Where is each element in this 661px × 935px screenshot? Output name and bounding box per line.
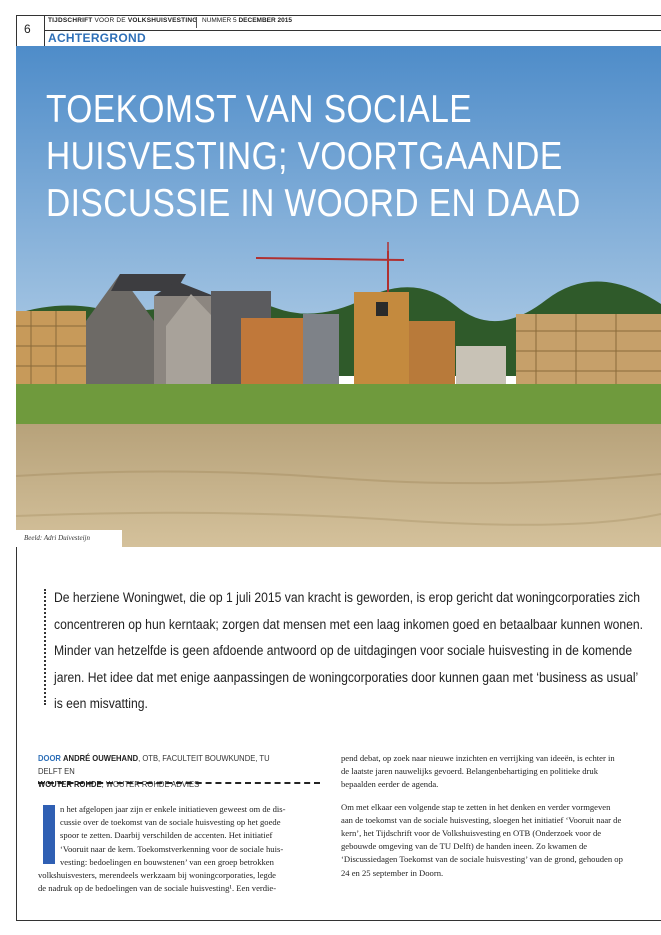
page-number: 6 [24,22,31,36]
title-line: DISCUSSIE IN WOORD EN DAAD [46,182,581,225]
body-column-2 [341,752,623,889]
title-line: TOEKOMST VAN SOCIALE [46,88,473,131]
section-label: ACHTERGROND [48,31,146,45]
issue-info: NUMMER 5 DECEMBER 2015 [196,17,292,28]
body-line: vesting: bedoelingen en bouwstenen’ van een groep betrokken [60,856,274,867]
body-paragraph: Om met elkaar een volgende stap te zetten in het denken en verder vormgeven aan de toekomst van de sociale huisvesting, sloegen het initiatief ‘Vooruit naar de kern’, het Tijdschrift voor de Volkshuisvesting en OTB (Onderzoek voor de gebouwde omgeving van de TU Delft) de handen ineen. Zo kwamen de ‘Discussiedagen Toekomst van de sociale huisvesting’ van de grond, gehouden op 24 en 25 september in Doorn. [341,801,623,878]
journal-name: TIJDSCHRIFT VOOR DE VOLKSHUISVESTING [48,17,198,24]
lead-paragraph: De herziene Woningwet, die op 1 juli 2015 van kracht is geworden, is erop gericht dat woningcorporaties zich concentreren op hun kerntaak; zorgen dat mensen met een laag inkomen goed en betaalbaar kunnen wonen. Minder van hetzelfde is geen afdoende antwoord op de uitdagingen voor sociale huisvesting in de komende jaren. Het idee dat met enige aanpassingen de woningcorporaties door kunnen gaan met ‘business as usual’ is een misvatting. [54,590,644,711]
body-paragraph: pend debat, op zoek naar nieuwe inzichten en verrijking van ideeën, is echter in de laatste jaren nauwelijks gevoerd. Belangenbehartiging en politieke druk bepaalden eerder de agenda. [341,753,615,790]
title-line: HUISVESTING; VOORTGAANDE [46,135,563,178]
author-name: WOUTER ROHDE [38,779,102,789]
article-title [46,86,581,227]
body-line: ‘Vooruit naar de kern. Toekomstverkenning voor de sociale huis- [60,843,284,854]
body-line: volkshuisvesters, merendeels werkzaam bij woningcorporaties, legde [38,870,276,881]
body-line: n het afgelopen jaar zijn er enkele initiatieven geweest om de dis- [60,804,286,814]
author-name: ANDRÉ OUWEHAND [63,753,139,763]
author-affiliation: , OTB, FACULTEIT BOUWKUNDE, TU DELFT EN [38,753,270,776]
byline [38,752,296,791]
body-line: cussie over de toekomst van de sociale huisvesting op het goede [60,817,281,828]
hero-photo [16,46,661,547]
author-affiliation: , WOUTER ROHDE ADVIES [101,779,200,789]
photo-credit: Beeld: Adri Duivesteijn [24,534,90,542]
byline-rule [38,782,320,784]
body-column-1 [38,803,320,895]
byline-door: DOOR [38,753,61,763]
frame-bottom-rule [16,920,661,921]
body-line: spoor te zetten. Daarbij verschilden de accenten. Het initiatief [60,830,273,841]
lead-dotted-rule [44,589,46,705]
body-line: de nadruk op de bedoelingen van de sociale huisvesting¹. Een verdie- [38,883,277,894]
frame-top-rule [16,15,661,16]
